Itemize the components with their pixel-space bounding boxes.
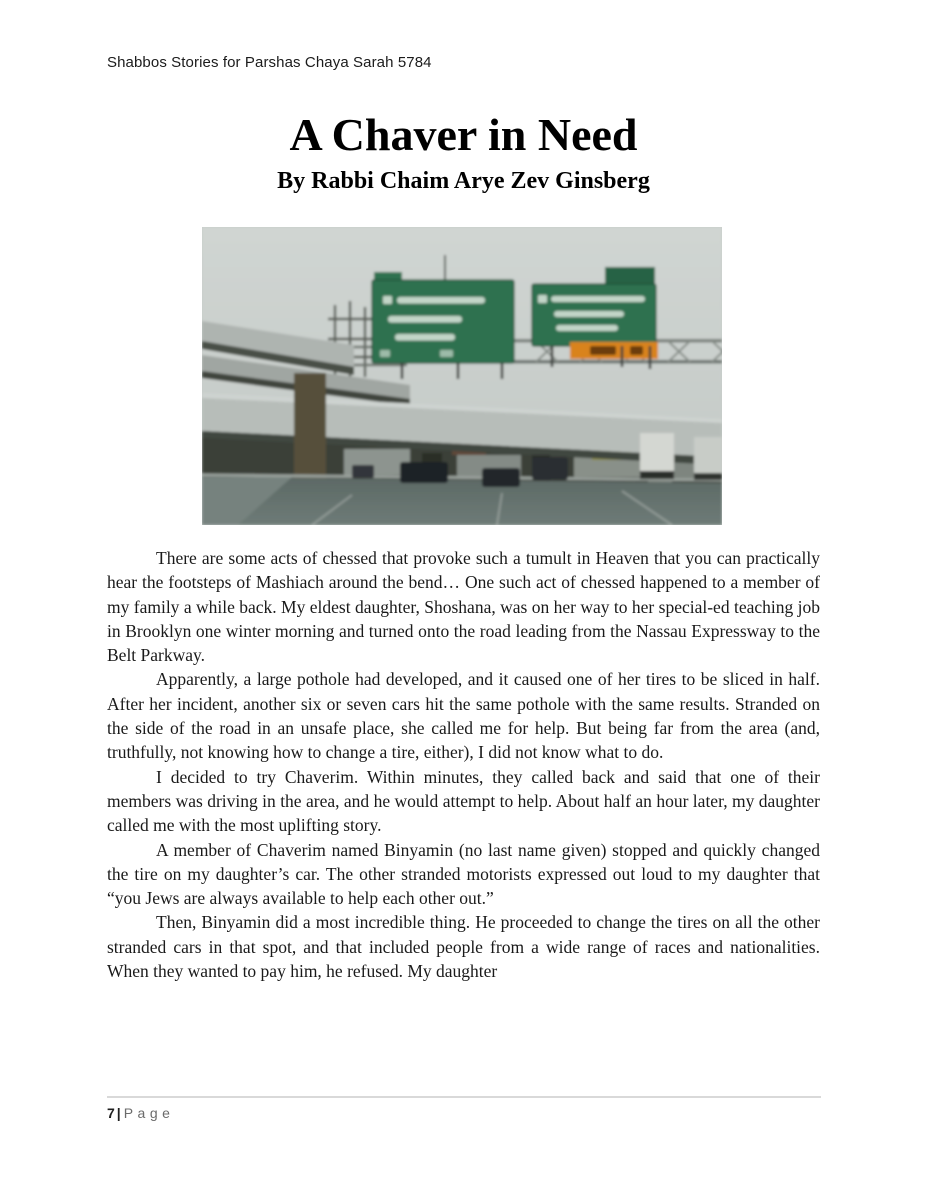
byline: By Rabbi Chaim Arye Zev Ginsberg	[277, 168, 650, 194]
highway-overpass-photo	[202, 227, 722, 525]
story-paragraph: Then, Binyamin did a most incredible thing. He proceeded to change the tires on all the other stranded cars in that spot, and that included people from a wide range of races and nationalities. When they wanted to pay him, he refused. My daughter	[107, 912, 820, 982]
story-paragraph: There are some acts of chessed that provoke such a tumult in Heaven that you can practically hear the footsteps of Mashiach around the bend… One such act of chessed happened to a member of my family a while back. My eldest daughter, Shoshana, was on her way to her special-ed teaching job in Brooklyn one winter morning and turned onto the road leading from the Nassau Expressway to the Belt Parkway.	[107, 548, 820, 666]
footer-page-label: Page	[123, 1105, 175, 1121]
story-paragraph: A member of Chaverim named Binyamin (no last name given) stopped and quickly changed the tire on my daughter’s car. The other stranded motorists expressed out loud to my daughter that “you Jews are always available to help each other out.”	[107, 839, 820, 909]
highway-photo-graphic	[202, 227, 722, 525]
story-paragraph: Apparently, a large pothole had developed, and it caused one of her tires to be sliced in half. After her incident, another six or seven cars hit the same pothole with the same results. Stranded on the side of the road in an unsafe place, she called me for help. But being far from the area (and, truthfully, not knowing how to change a tire, either), I did not know what to do.	[107, 669, 820, 763]
footer-separator: |	[116, 1105, 121, 1121]
page-footer	[107, 1105, 174, 1121]
footer-divider	[107, 1096, 821, 1098]
story-paragraph: I decided to try Chaverim. Within minutes, they called back and said that one of their members was driving in the area, and he would attempt to help. About half an hour later, my daughter called me with the most uplifting story.	[107, 766, 820, 836]
page-title: A Chaver in Need	[289, 109, 638, 160]
page-number: 7	[107, 1105, 116, 1121]
page-header: Shabbos Stories for Parshas Chaya Sarah 5784	[107, 54, 432, 71]
story-body	[107, 546, 820, 983]
